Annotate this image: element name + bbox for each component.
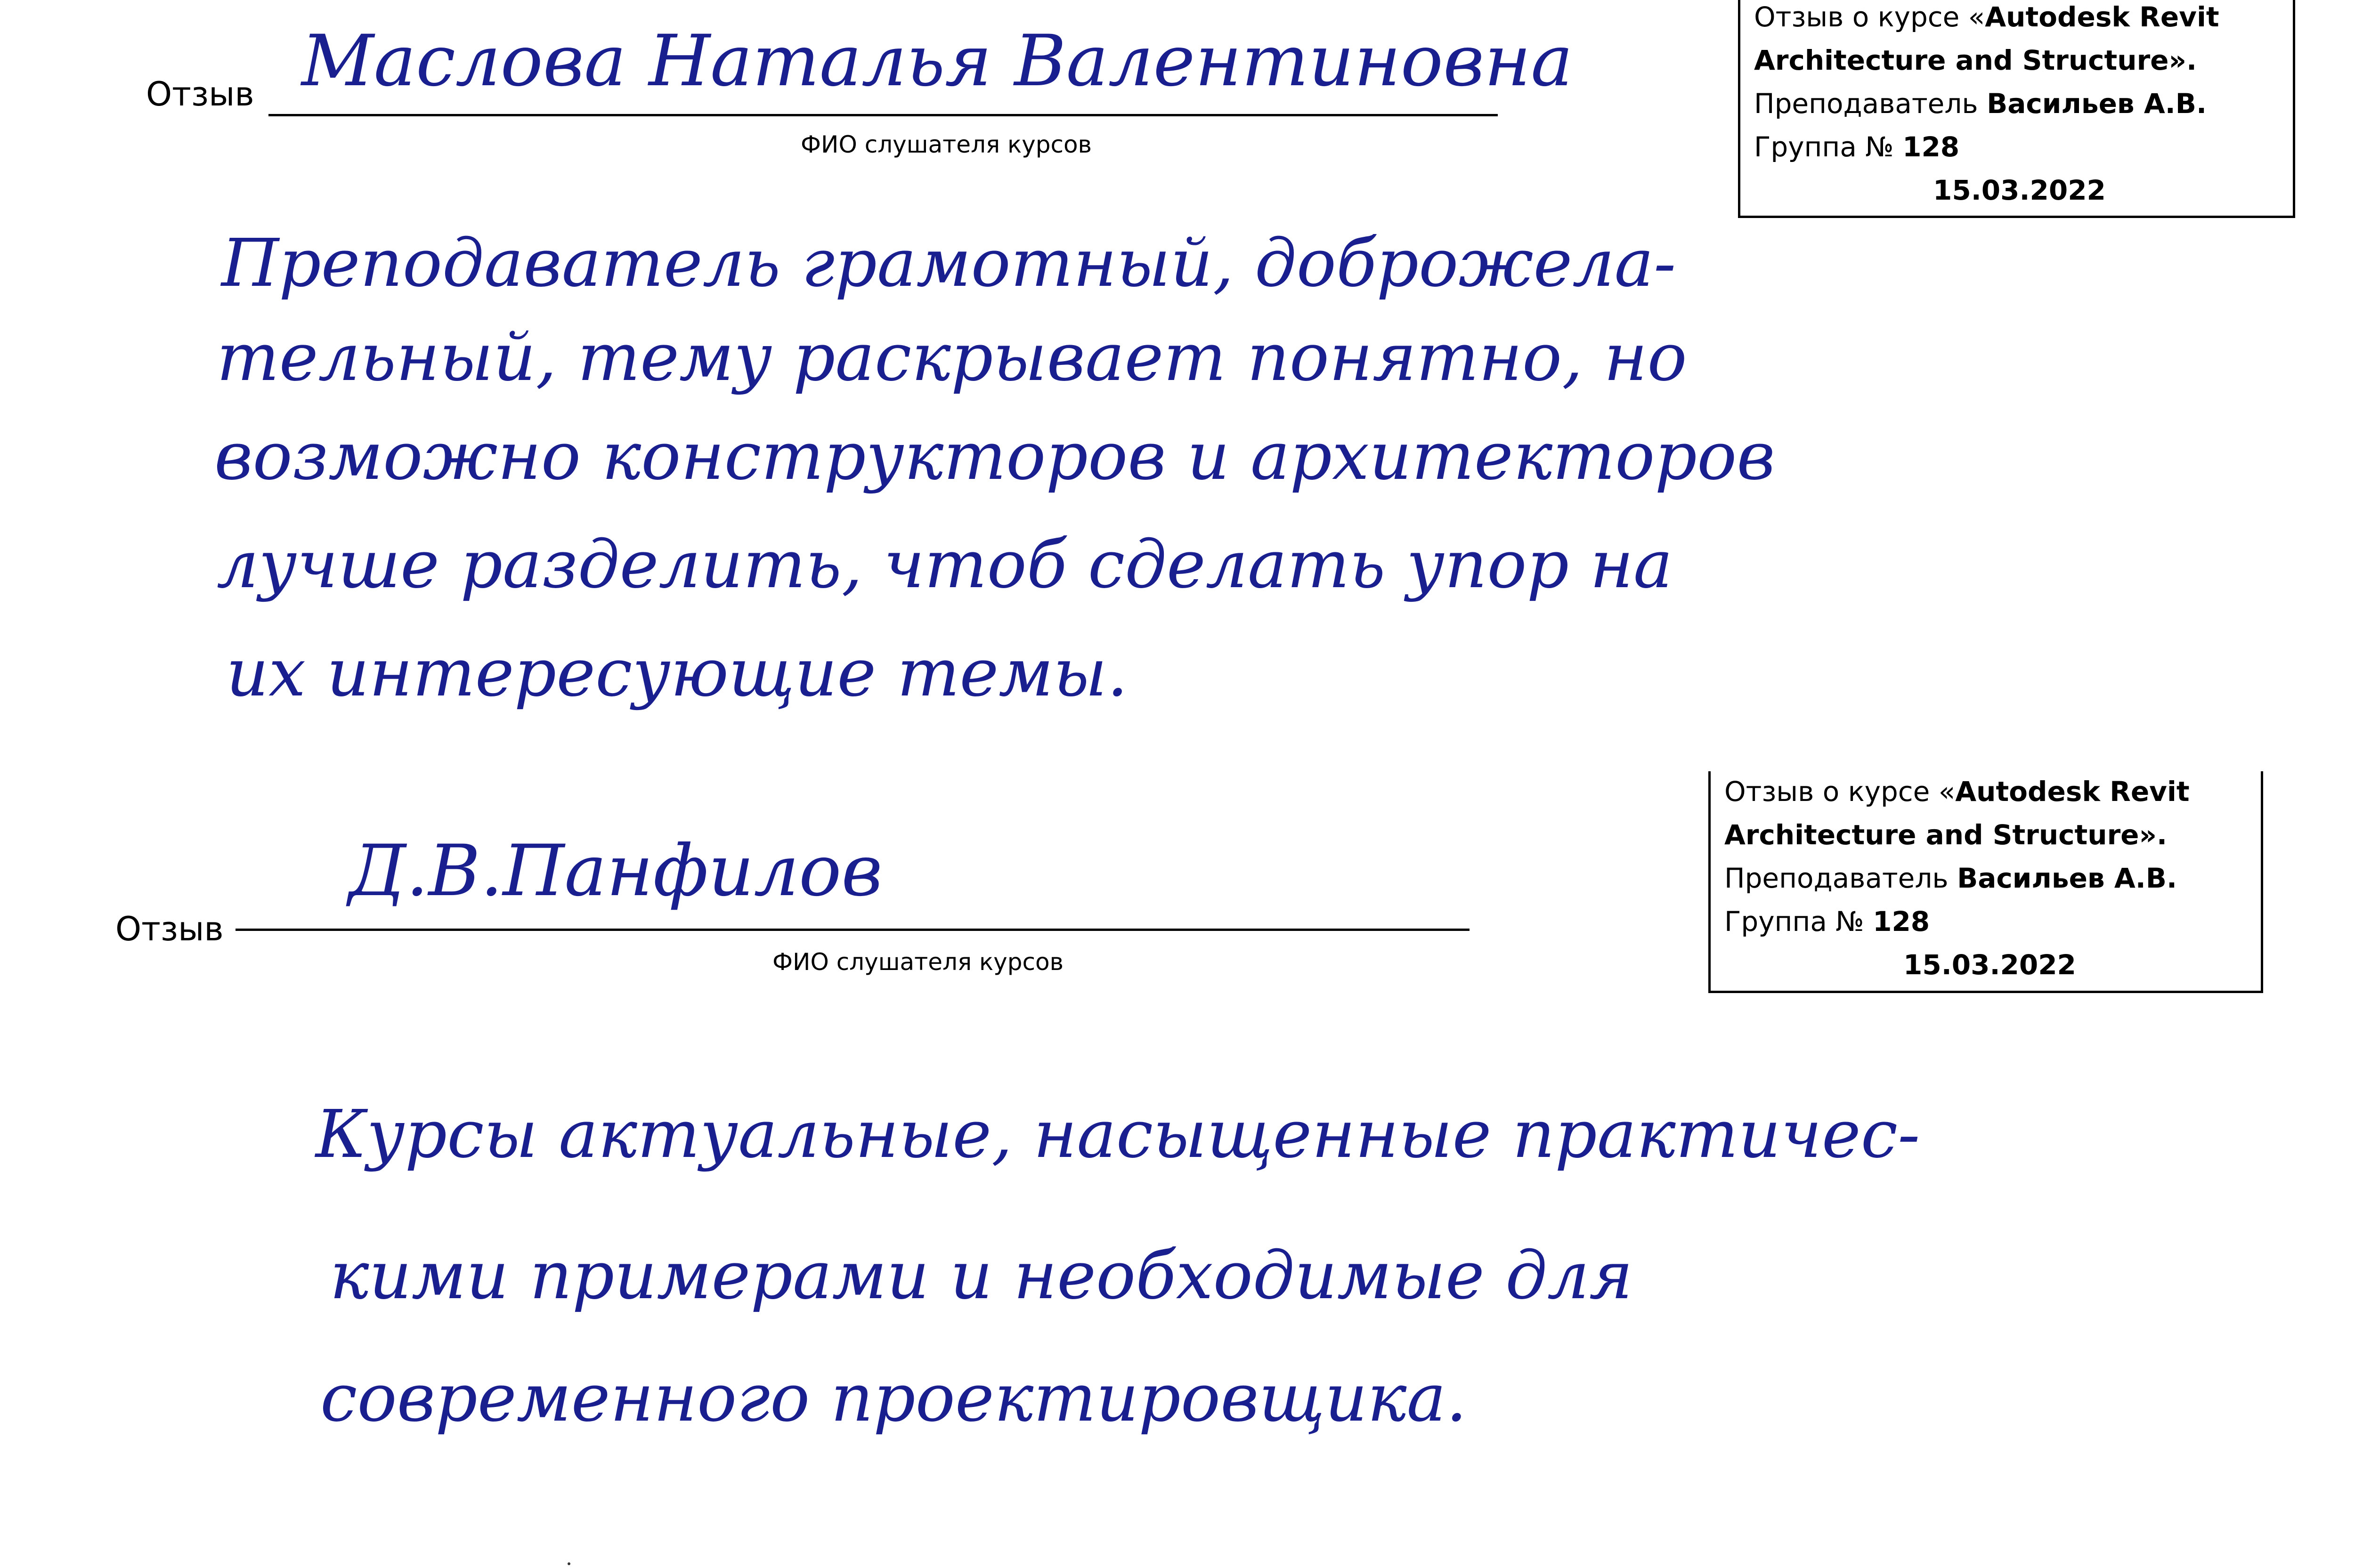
review-date: 15.03.2022 (1903, 949, 2076, 981)
review-text-line: их интересующие темы. (226, 635, 1128, 711)
group-line: Группа № 128 (1724, 905, 1930, 938)
fio-caption: ФИО слушателя курсов (801, 131, 1092, 158)
course-info-box (1708, 765, 2264, 994)
review-date: 15.03.2022 (1933, 174, 2106, 206)
course-line-2: Architecture and Structure». (1754, 44, 2197, 76)
name-signature-line (268, 114, 1498, 116)
course-line-1: Отзыв о курсе «Autodesk Revit (1724, 776, 2190, 808)
review-text-line: тельный, тему раскрывает понятно, но (217, 319, 1687, 396)
otzyv-label: Отзыв (146, 75, 254, 113)
box-right-border (2293, 0, 2295, 218)
box-left-border (1708, 771, 1711, 993)
student-name-handwritten: Д.В.Панфилов (349, 830, 883, 912)
box-bottom-border (1738, 216, 2295, 218)
review-text-line: кими примерами и необходимые для (330, 1237, 1633, 1314)
teacher-line: Преподаватель Васильев А.В. (1754, 88, 2207, 120)
otzyv-label: Отзыв (115, 910, 224, 948)
group-line: Группа № 128 (1754, 131, 1960, 163)
fio-caption: ФИО слушателя курсов (772, 948, 1064, 976)
review-text-line: возможно конструкторов и архитекторов (214, 418, 1775, 495)
review-text-line: Преподаватель грамотный, доброжела- (221, 225, 1676, 302)
student-name-handwritten: Маслова Наталья Валентиновна (301, 20, 1573, 102)
course-info-box (1738, 0, 2296, 219)
box-bottom-border (1708, 991, 2263, 993)
course-line-1: Отзыв о курсе «Autodesk Revit (1754, 1, 2219, 33)
box-right-border (2261, 771, 2263, 993)
course-line-2: Architecture and Structure». (1724, 819, 2168, 851)
teacher-line: Преподаватель Васильев А.В. (1724, 862, 2177, 894)
box-left-border (1738, 0, 1740, 218)
name-signature-line (236, 929, 1470, 931)
review-text-line: лучше разделить, чтоб сделать упор на (217, 526, 1673, 603)
review-text-line: современного проектировщика. (320, 1360, 1467, 1437)
paper-speck (568, 1562, 570, 1565)
review-text-line: Курсы актуальные, насыщенные практичес- (316, 1096, 1920, 1173)
